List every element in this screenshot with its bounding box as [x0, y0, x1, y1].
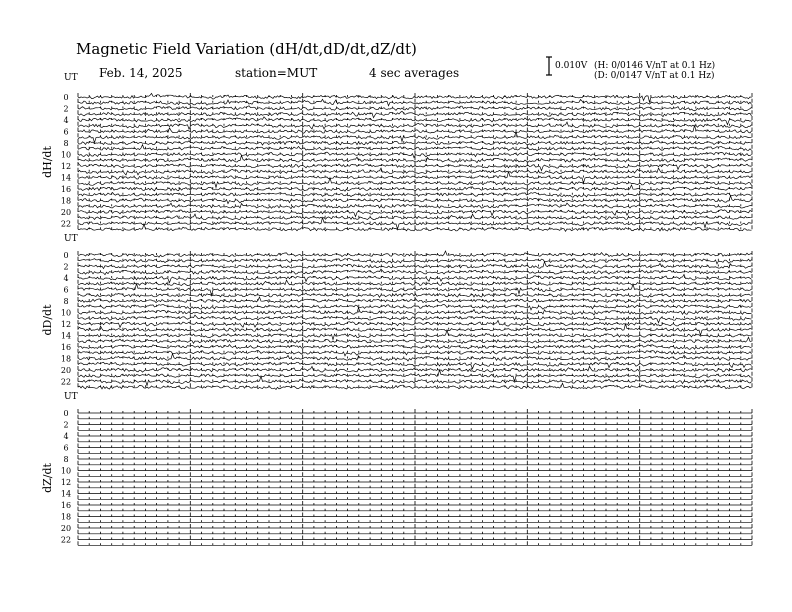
trace-ticks-hour-17 — [78, 507, 752, 511]
trace-ticks-hour-11 — [78, 156, 752, 160]
trace-ticks-hour-9 — [78, 461, 752, 465]
trace-ticks-hour-16 — [78, 343, 752, 347]
trace-ticks-hour-16 — [78, 501, 752, 505]
trace-ticks-hour-10 — [78, 467, 752, 471]
trace-ticks-hour-1 — [78, 99, 752, 103]
hour-label-16: 16 — [60, 343, 72, 352]
averaging-label: 4 sec averages — [369, 66, 460, 80]
trace-ticks-hour-23 — [78, 541, 752, 545]
panel-dZ-dt — [41, 392, 752, 545]
trace-ticks-hour-8 — [78, 297, 752, 301]
trace-ticks-hour-6 — [78, 444, 752, 448]
scale-h-label: (H: 0/0146 V/nT at 0.1 Hz) — [594, 61, 716, 71]
trace-ticks-hour-17 — [78, 349, 752, 353]
hour-label-16: 16 — [60, 185, 72, 194]
trace-ticks-hour-21 — [78, 530, 752, 534]
hour-label-18: 18 — [60, 354, 72, 364]
trace-ticks-hour-13 — [78, 326, 752, 330]
trace-ticks-hour-12 — [78, 162, 752, 166]
hour-label-14: 14 — [60, 173, 72, 183]
trace-ticks-hour-9 — [78, 145, 752, 149]
ut-label: UT — [64, 234, 78, 244]
trace-ticks-hour-3 — [78, 268, 752, 272]
hour-label-8: 8 — [63, 455, 69, 464]
hour-label-12: 12 — [60, 320, 72, 329]
hour-label-4: 4 — [63, 274, 69, 283]
trace-ticks-hour-18 — [78, 513, 752, 517]
trace-ticks-hour-4 — [78, 432, 752, 436]
hour-label-14: 14 — [60, 489, 72, 499]
trace-ticks-hour-17 — [78, 191, 752, 195]
hour-label-18: 18 — [60, 512, 72, 522]
hour-label-4: 4 — [63, 432, 69, 441]
hour-label-4: 4 — [63, 116, 69, 125]
trace-ticks-hour-21 — [78, 214, 752, 218]
trace-ticks-hour-15 — [78, 179, 752, 183]
station-label: station=MUT — [235, 66, 318, 80]
trace-ticks-hour-0 — [78, 251, 752, 255]
trace-ticks-hour-6 — [78, 128, 752, 132]
panel-dH-dt — [41, 73, 752, 231]
hour-label-0: 0 — [63, 251, 69, 260]
hour-label-2: 2 — [63, 420, 69, 430]
hour-label-22: 22 — [60, 219, 72, 229]
trace-ticks-hour-20 — [78, 208, 752, 212]
trace-ticks-hour-23 — [78, 383, 752, 387]
trace-ticks-hour-10 — [78, 309, 752, 313]
trace-ticks-hour-0 — [78, 409, 752, 413]
trace-ticks-hour-6 — [78, 286, 752, 290]
hour-label-12: 12 — [60, 162, 72, 171]
trace-ticks-hour-12 — [78, 320, 752, 324]
trace-ticks-hour-15 — [78, 495, 752, 499]
date-label: Feb. 14, 2025 — [99, 66, 183, 80]
ylabel-dZ-dt: dZ/dt — [41, 463, 54, 493]
trace-ticks-hour-8 — [78, 139, 752, 143]
trace-ticks-hour-23 — [78, 225, 752, 229]
trace-ticks-hour-3 — [78, 426, 752, 430]
trace-ticks-hour-13 — [78, 168, 752, 172]
hour-label-22: 22 — [60, 377, 72, 387]
scale-d-label: (D: 0/0147 V/nT at 0.1 Hz) — [594, 71, 715, 81]
hour-label-6: 6 — [63, 127, 69, 137]
hour-label-8: 8 — [63, 139, 69, 148]
trace-ticks-hour-2 — [78, 421, 752, 425]
ut-label: UT — [64, 392, 78, 402]
trace-ticks-hour-7 — [78, 291, 752, 295]
trace-ticks-hour-19 — [78, 360, 752, 364]
trace-ticks-hour-12 — [78, 478, 752, 482]
trace-ticks-hour-2 — [78, 263, 752, 267]
trace-ticks-hour-22 — [78, 220, 752, 224]
trace-ticks-hour-20 — [78, 524, 752, 528]
trace-ticks-hour-11 — [78, 472, 752, 476]
trace-ticks-hour-3 — [78, 110, 752, 114]
scale-value-label: 0.010V — [555, 61, 588, 71]
hour-label-8: 8 — [63, 297, 69, 306]
trace-ticks-hour-0 — [78, 93, 752, 97]
trace-ticks-hour-5 — [78, 122, 752, 126]
hour-label-20: 20 — [60, 366, 72, 375]
trace-ticks-hour-5 — [78, 280, 752, 284]
trace-ticks-hour-10 — [78, 151, 752, 155]
hour-label-16: 16 — [60, 501, 72, 510]
trace-ticks-hour-7 — [78, 133, 752, 137]
trace-ticks-hour-14 — [78, 490, 752, 494]
ut-label: UT — [64, 73, 78, 83]
trace-ticks-hour-7 — [78, 449, 752, 453]
trace-ticks-hour-22 — [78, 378, 752, 382]
trace-ticks-hour-5 — [78, 438, 752, 442]
trace-ticks-hour-14 — [78, 174, 752, 178]
trace-ticks-hour-18 — [78, 355, 752, 359]
trace-ticks-hour-9 — [78, 303, 752, 307]
trace-ticks-hour-8 — [78, 455, 752, 459]
hour-label-6: 6 — [63, 443, 69, 453]
hour-label-6: 6 — [63, 285, 69, 295]
trace-ticks-hour-13 — [78, 484, 752, 488]
trace-ticks-hour-11 — [78, 314, 752, 318]
ylabel-dD-dt: dD/dt — [41, 304, 54, 336]
hour-label-10: 10 — [60, 150, 72, 160]
trace-ticks-hour-4 — [78, 274, 752, 278]
trace-ticks-hour-1 — [78, 415, 752, 419]
trace-ticks-hour-2 — [78, 105, 752, 109]
trace-ticks-hour-19 — [78, 202, 752, 206]
hour-label-2: 2 — [63, 104, 69, 114]
ylabel-dH-dt: dH/dt — [41, 146, 54, 178]
hour-label-0: 0 — [63, 409, 69, 418]
trace-ticks-hour-1 — [78, 257, 752, 261]
hour-label-18: 18 — [60, 196, 72, 206]
hour-label-20: 20 — [60, 524, 72, 533]
hour-label-2: 2 — [63, 262, 69, 272]
hour-label-10: 10 — [60, 466, 72, 476]
trace-ticks-hour-4 — [78, 116, 752, 120]
trace-ticks-hour-21 — [78, 372, 752, 376]
trace-ticks-hour-15 — [78, 337, 752, 341]
trace-ticks-hour-20 — [78, 366, 752, 370]
chart-title: Magnetic Field Variation (dH/dt,dD/dt,dZ/dt) — [76, 40, 417, 58]
trace-ticks-hour-16 — [78, 185, 752, 189]
hour-label-14: 14 — [60, 331, 72, 341]
hour-label-12: 12 — [60, 478, 72, 487]
hour-label-0: 0 — [63, 93, 69, 102]
trace-ticks-hour-19 — [78, 518, 752, 522]
hour-label-10: 10 — [60, 308, 72, 318]
panel-dD-dt — [41, 234, 752, 390]
trace-ticks-hour-14 — [78, 332, 752, 336]
hour-label-20: 20 — [60, 208, 72, 217]
hour-label-22: 22 — [60, 535, 72, 545]
trace-ticks-hour-22 — [78, 536, 752, 540]
trace-ticks-hour-18 — [78, 197, 752, 201]
scale-bar — [546, 57, 552, 75]
